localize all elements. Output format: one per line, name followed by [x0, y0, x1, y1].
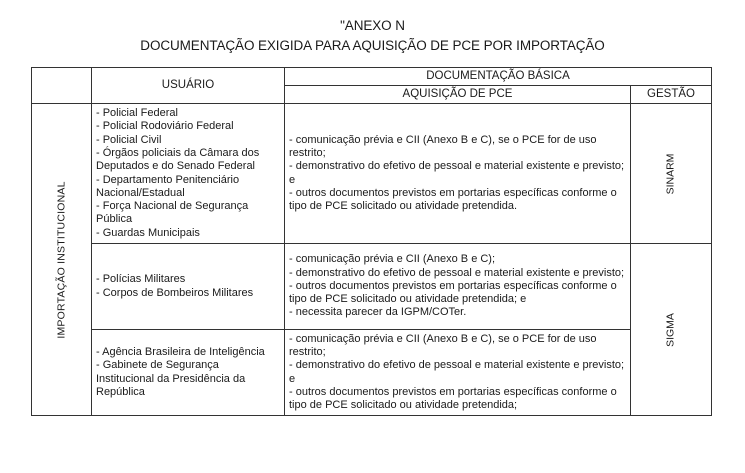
- aquisicao-cell: [285, 330, 631, 416]
- usuario-cell: [92, 104, 285, 244]
- category-label: IMPORTAÇÃO INSTITUCIONAL: [54, 180, 67, 339]
- gestao-label: SINARM: [664, 153, 677, 194]
- usuario-list: - Polícias Militares - Corpos de Bombeiros Militares: [96, 273, 254, 299]
- gestao-cell: [631, 104, 712, 244]
- header-aquisicao: AQUISIÇÃO DE PCE: [285, 86, 631, 104]
- aquisicao-list: - comunicação prévia e CII (Anexo B e C); - demonstrativo do efetivo de pessoal e material existente e previsto; - outros documentos previstos em portarias específicas conforme o tipo de PCE solicitado ou atividade pretendida; e - necessita parecer da IGPM/COTer.: [289, 253, 625, 319]
- documentation-table: [31, 67, 712, 416]
- header-usuario: USUÁRIO: [92, 68, 285, 104]
- header-gestao: GESTÃO: [631, 86, 712, 104]
- usuario-list: - Agência Brasileira de Inteligência - Gabinete de Segurança Institucional da Presidência da República: [96, 345, 265, 398]
- aquisicao-cell: [285, 244, 631, 330]
- usuario-cell: [92, 330, 285, 416]
- usuario-list: - Policial Federal - Policial Rodoviário Federal - Policial Civil - Órgãos policiais da Câmara dos Deputados e do Senado Federal - Departamento Penitenciário Nacional/Estadual - Força Nacional de Segurança Pública - Guardas Municipais: [96, 107, 260, 239]
- table-row: [32, 244, 712, 330]
- table-row: [32, 104, 712, 244]
- header-empty-cell: [32, 68, 92, 104]
- document-title: DOCUMENTAÇÃO EXIGIDA PARA AQUISIÇÃO DE PCE POR IMPORTAÇÃO: [140, 38, 605, 53]
- aquisicao-cell: [285, 104, 631, 244]
- header-documentacao-basica: DOCUMENTAÇÃO BÁSICA: [285, 68, 712, 86]
- category-cell: [32, 104, 92, 416]
- gestao-label: SIGMA: [664, 312, 677, 347]
- usuario-cell: [92, 244, 285, 330]
- aquisicao-list: - comunicação prévia e CII (Anexo B e C), se o PCE for de uso restrito; - demonstrativo do efetivo de pessoal e material existente e previsto; e - outros documentos previstos em portarias específicas conforme o tipo de PCE solicitado ou atividade pretendida.: [289, 133, 625, 213]
- annex-title: "ANEXO N: [340, 18, 405, 33]
- table-row: [32, 330, 712, 416]
- aquisicao-list: - comunicação prévia e CII (Anexo B e C), se o PCE for de uso restrito; - demonstrativo do efetivo de pessoal e material existente e previsto; e - outros documentos previstos em portarias específicas conforme o tipo de PCE solicitado ou atividade pretendida;: [289, 332, 625, 412]
- gestao-cell: [631, 244, 712, 416]
